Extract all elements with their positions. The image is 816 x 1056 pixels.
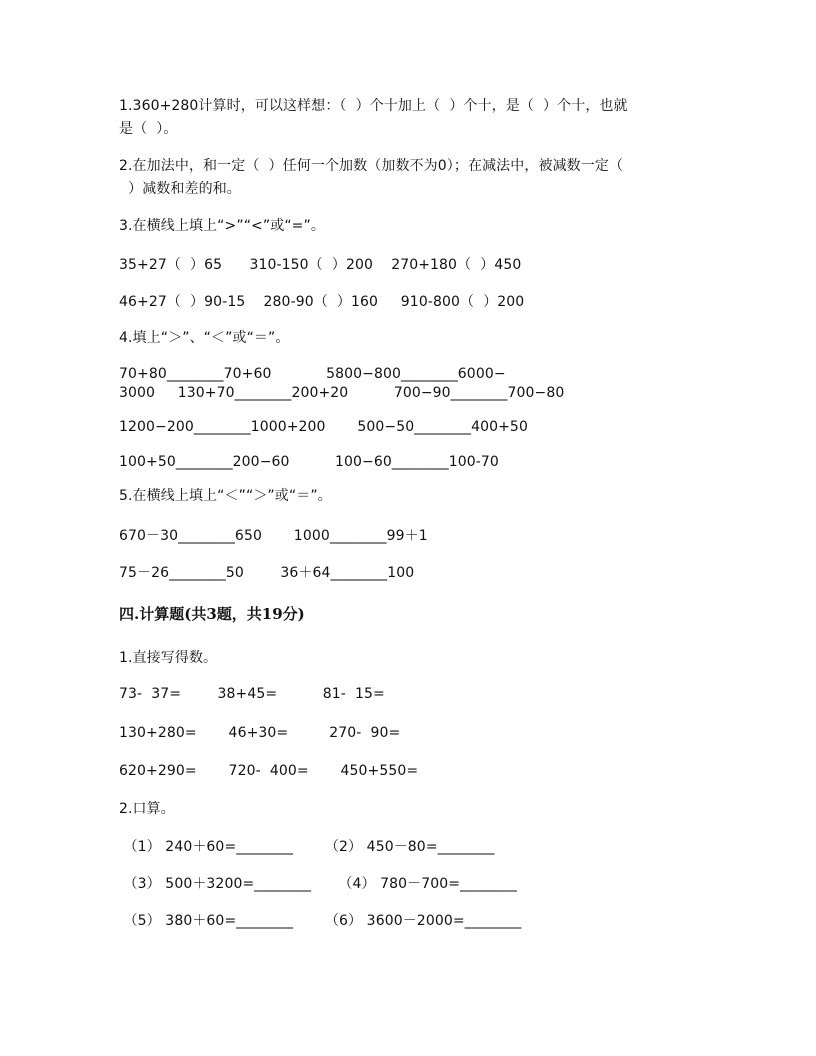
s4-q1-title: 1.直接写得数。 <box>119 650 218 666</box>
q4-row-1-line1: 70+80________70+60 5800−800________6000− <box>119 366 506 382</box>
q3-row-2: 46+27（ ）90-15 280-90（ ）160 910-800（ ）200 <box>119 294 525 310</box>
q5-row-2: 75－26________50 36＋64________100 <box>119 565 415 581</box>
s4-q1-row-3: 620+290= 720- 400= 450+550= <box>119 763 419 779</box>
q4-row-3: 100+50________200−60 100−60________100-70 <box>119 454 499 470</box>
q4-row-1-line2: 3000 130+70________200+20 700−90________700−80 <box>119 385 565 401</box>
q4-row-2: 1200−200________1000+200 500−50________400+50 <box>119 419 528 435</box>
q5-row-1: 670－30________650 1000________99＋1 <box>119 528 428 544</box>
q1-text-line1: 1.360+280计算时，可以这样想：（ ）个十加上（ ）个十，是（ ）个十，也就 <box>119 98 628 114</box>
q2-text-line1: 2.在加法中，和一定（ ）任何一个加数（加数不为0）；在减法中，被减数一定（ <box>119 158 624 174</box>
s4-q2-row-3: （5） 380＋60=________ （6） 3600－2000=________ <box>119 913 522 929</box>
q2-text-line2: ）减数和差的和。 <box>119 181 241 197</box>
q3-row-1: 35+27（ ）65 310-150（ ）200 270+180（ ）450 <box>119 257 522 273</box>
s4-q1-row-2: 130+280= 46+30= 270- 90= <box>119 725 401 741</box>
q4-title: 4.填上“＞”、“＜”或“＝”。 <box>119 330 290 346</box>
s4-q2-row-2: （3） 500＋3200=________ （4） 780－700=________ <box>119 876 517 892</box>
s4-q2-row-1: （1） 240＋60=________ （2） 450－80=________ <box>119 839 495 855</box>
s4-q1-row-1: 73- 37= 38+45= 81- 15= <box>119 686 385 702</box>
q1-text-line2: 是（ ）。 <box>119 121 178 137</box>
section-four-heading: 四.计算题(共3题，共19分) <box>119 605 305 623</box>
q5-title: 5.在横线上填上“＜”“＞”或“＝”。 <box>119 488 332 504</box>
s4-q2-title: 2.口算。 <box>119 801 175 817</box>
q3-title: 3.在横线上填上“>”“<”或“=”。 <box>119 218 325 234</box>
